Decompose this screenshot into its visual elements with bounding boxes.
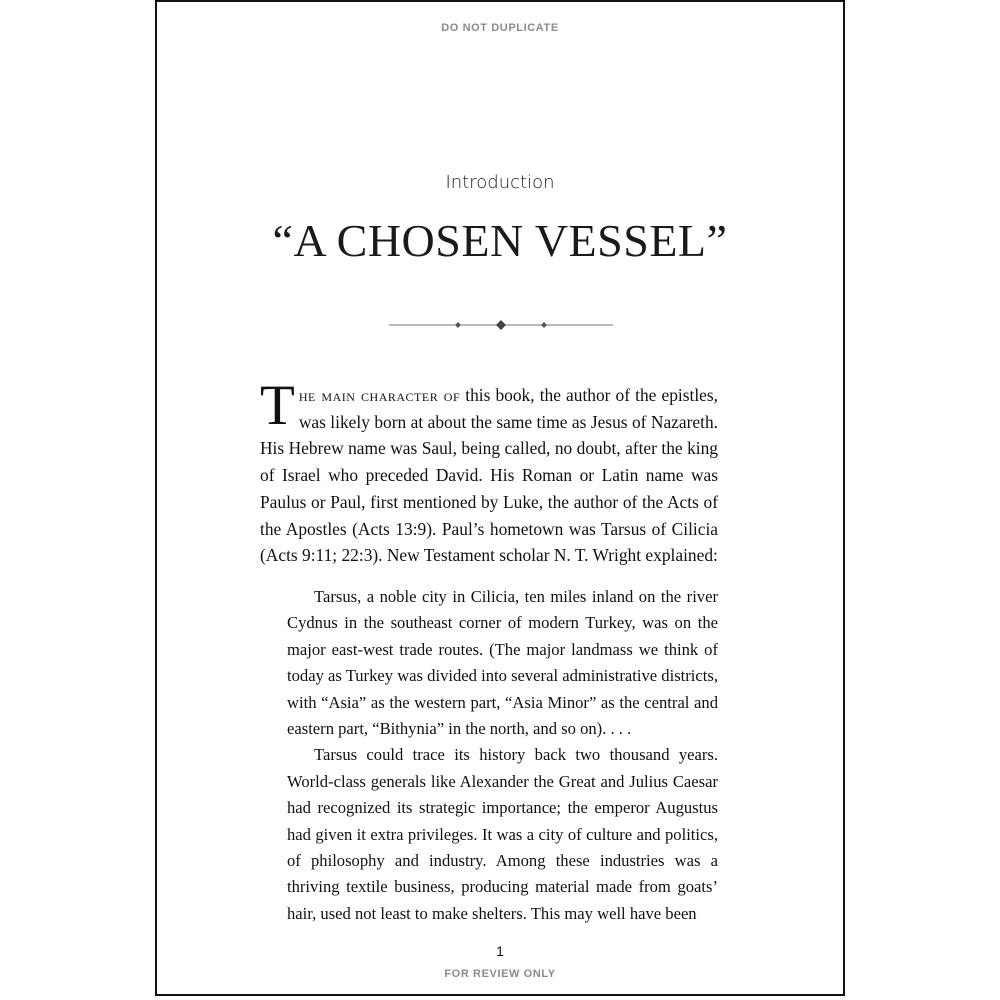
block-quote — [287, 584, 718, 927]
lead-in-smallcaps: he main character of — [298, 385, 461, 405]
ornament-divider — [389, 315, 613, 335]
book-page — [155, 0, 845, 996]
page-number: 1 — [496, 943, 504, 959]
watermark-bottom: FOR REVIEW ONLY — [444, 968, 556, 980]
drop-cap: T — [260, 374, 295, 437]
paragraph-text: this book, the author of the epistles, was likely born at about the same time as Jesus of Nazareth. His Hebrew name was Saul, being called, no doubt, after the king of Israel who preceded David. His Roman or Latin name was Paulus or Paul, first mentioned by Luke, the author of the Acts of the Apostles (Acts 13:9). Paul’s hometown was Tarsus of Cilicia (Acts 9:11; 22:3). New Testament scholar N. T. Wright explained: — [260, 385, 718, 566]
chapter-label: Introduction — [445, 172, 555, 193]
watermark-top: DO NOT DUPLICATE — [441, 22, 559, 34]
chapter-title: “A CHOSEN VESSEL” — [272, 215, 728, 266]
quote-paragraph: Tarsus, a noble city in Cilicia, ten miles inland on the river Cydnus in the southeast corner of modern Turkey, was on the major east-west trade routes. (The major landmass we think of today as Turkey was divided into several administrative districts, with “Asia” as the western part, “Asia Minor” as the central and eastern part, “Bithynia” in the north, and so on). . . . — [287, 587, 718, 739]
opening-paragraph — [260, 374, 718, 569]
quote-paragraph: Tarsus could trace its history back two thousand years. World-class generals like Alexander the Great and Julius Caesar had recognized its strategic importance; the emperor Augustus had given it extra privileges. It was a city of culture and politics, of philosophy and industry. Among these industries was a thriving textile business, producing material made from goats’ hair, used not least to make shelters. This may well have been — [287, 745, 718, 923]
